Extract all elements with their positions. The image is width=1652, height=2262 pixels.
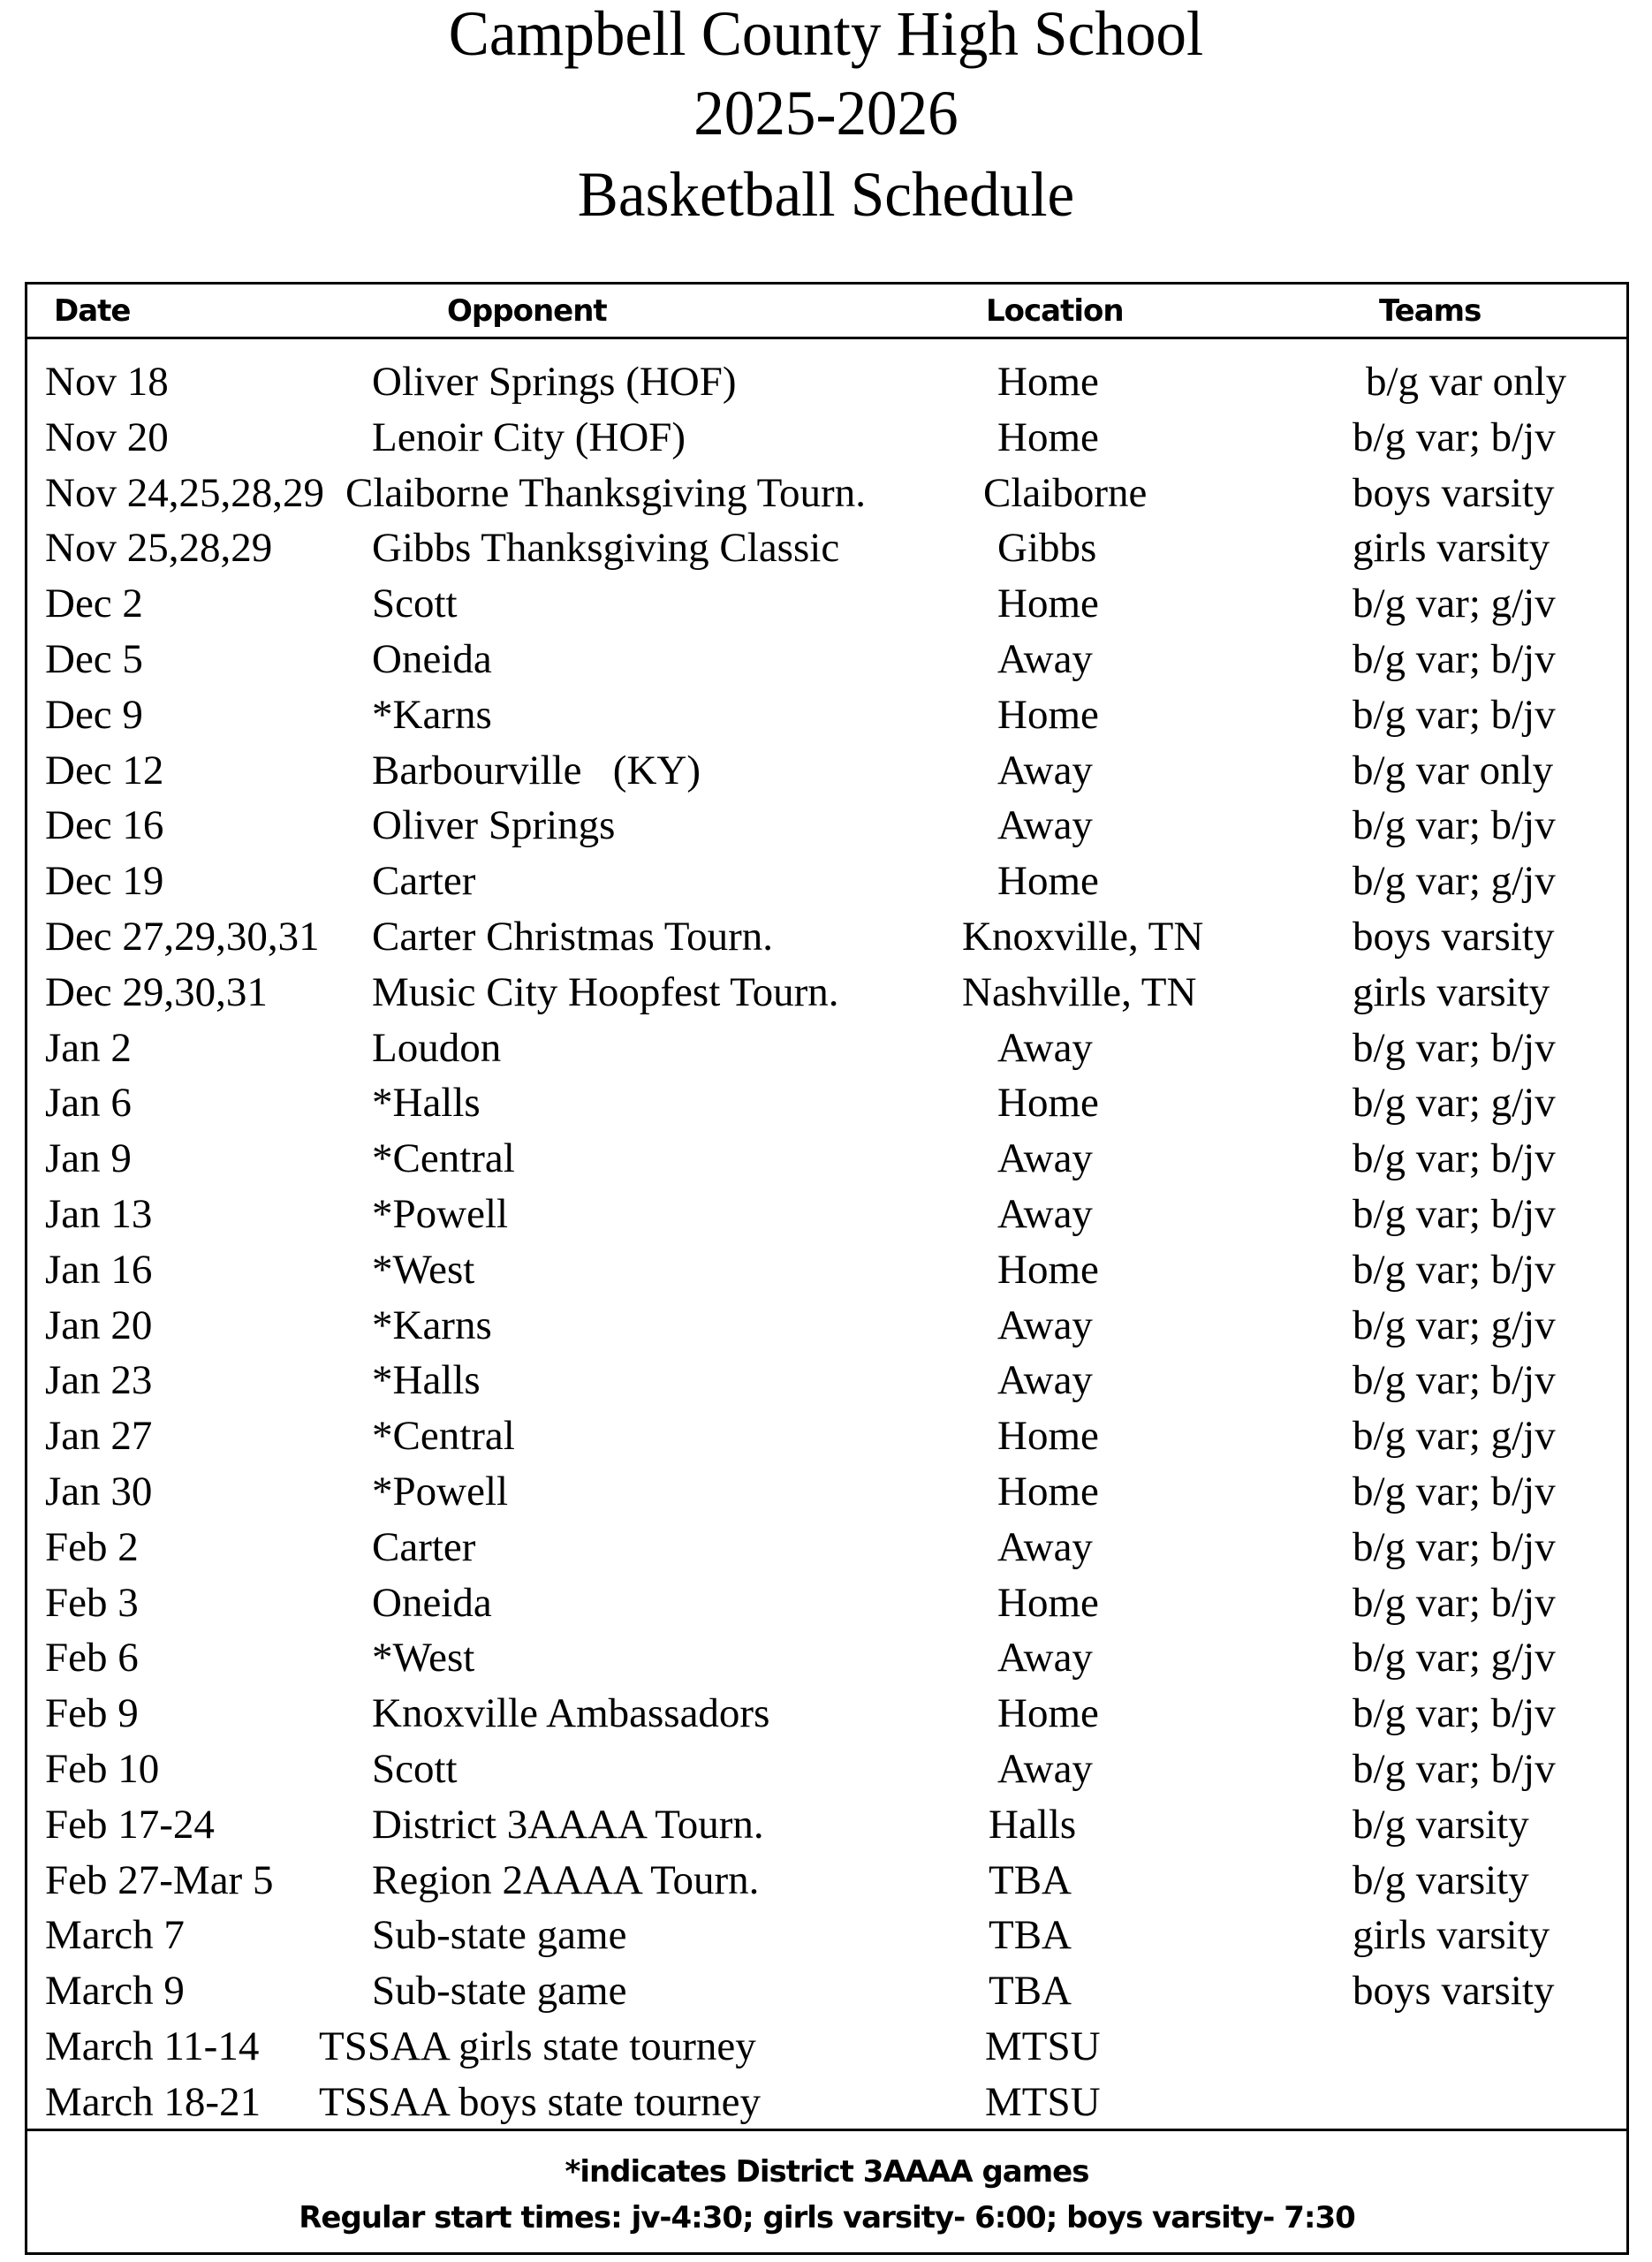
- location-cell: Away: [997, 747, 1093, 793]
- date-cell: March 9: [45, 1968, 185, 2015]
- teams-cell: girls varsity: [1353, 968, 1550, 1015]
- teams-cell: b/g var; b/jv: [1353, 1357, 1556, 1404]
- opponent-cell: *Karns: [372, 691, 492, 738]
- teams-cell: b/g var; b/jv: [1353, 802, 1556, 849]
- location-cell: Home: [997, 1690, 1099, 1737]
- table-row: [27, 1021, 1626, 1076]
- district-games-note: *indicates District 3AAAA games: [565, 2154, 1089, 2190]
- table-row: [27, 2019, 1626, 2075]
- teams-cell: b/g varsity: [1353, 1856, 1529, 1903]
- schedule-subtitle: Basketball Schedule: [577, 159, 1075, 230]
- date-cell: Dec 2: [45, 581, 143, 627]
- date-cell: Feb 9: [45, 1690, 139, 1737]
- teams-cell: b/g var only: [1353, 747, 1554, 793]
- location-cell: Away: [997, 1024, 1093, 1071]
- teams-cell: b/g var; b/jv: [1353, 414, 1556, 460]
- opponent-cell: Gibbs Thanksgiving Classic: [372, 525, 840, 572]
- date-cell: Dec 5: [45, 635, 143, 682]
- location-cell: Home: [997, 1468, 1099, 1514]
- location-cell: TBA: [989, 1968, 1072, 2015]
- header-date: Date: [54, 293, 131, 329]
- date-cell: Jan 9: [45, 1135, 132, 1182]
- table-row: [27, 1242, 1626, 1298]
- date-cell: Jan 20: [45, 1302, 153, 1348]
- location-cell: Halls: [989, 1801, 1077, 1848]
- date-cell: Jan 13: [45, 1190, 153, 1237]
- location-cell: TBA: [989, 1856, 1072, 1903]
- opponent-cell: Carter: [372, 1523, 476, 1570]
- teams-cell: girls varsity: [1353, 525, 1550, 572]
- location-cell: Away: [997, 1135, 1093, 1182]
- opponent-cell: *Halls: [372, 1080, 481, 1127]
- date-cell: Jan 23: [45, 1357, 153, 1404]
- location-cell: Away: [997, 1302, 1093, 1348]
- opponent-cell: Oliver Springs (HOF): [372, 359, 737, 405]
- teams-cell: b/g var; b/jv: [1353, 1579, 1556, 1626]
- opponent-cell: Carter: [372, 858, 476, 905]
- table-row: [27, 1797, 1626, 1853]
- table-row: [27, 798, 1626, 854]
- table-row: [27, 354, 1626, 410]
- teams-cell: boys varsity: [1353, 1968, 1555, 2015]
- table-row: [27, 965, 1626, 1021]
- teams-cell: boys varsity: [1353, 913, 1555, 960]
- teams-cell: b/g var; b/jv: [1353, 1523, 1556, 1570]
- table-row: [27, 1742, 1626, 1797]
- location-cell: Claiborne: [983, 469, 1148, 516]
- location-cell: Away: [997, 1635, 1093, 1681]
- location-cell: Away: [997, 1745, 1093, 1792]
- table-row: [27, 1353, 1626, 1408]
- date-cell: March 18-21: [45, 2078, 261, 2125]
- school-name: Campbell County High School: [448, 0, 1204, 69]
- location-cell: TBA: [989, 1912, 1072, 1959]
- date-cell: Dec 27,29,30,31: [45, 913, 320, 960]
- table-row: [27, 520, 1626, 576]
- season-years: 2025-2026: [693, 78, 959, 148]
- table-row: [27, 1686, 1626, 1742]
- date-cell: Dec 29,30,31: [45, 968, 268, 1015]
- date-cell: Jan 27: [45, 1413, 153, 1460]
- teams-cell: b/g var; b/jv: [1353, 1024, 1556, 1071]
- opponent-cell: Claiborne Thanksgiving Tourn.: [345, 469, 866, 516]
- opponent-cell: Scott: [372, 581, 458, 627]
- opponent-cell: Loudon: [372, 1024, 502, 1071]
- teams-cell: girls varsity: [1353, 1912, 1550, 1959]
- table-row: [27, 410, 1626, 466]
- teams-cell: b/g var; g/jv: [1353, 1302, 1556, 1348]
- opponent-cell: *Powell: [372, 1190, 509, 1237]
- date-cell: Nov 18: [45, 359, 169, 405]
- opponent-cell: *Central: [372, 1135, 515, 1182]
- location-cell: Away: [997, 1190, 1093, 1237]
- table-row: [27, 1131, 1626, 1187]
- date-cell: Dec 16: [45, 802, 164, 849]
- location-cell: Home: [997, 1080, 1099, 1127]
- opponent-cell: *Halls: [372, 1357, 481, 1404]
- opponent-cell: Scott: [372, 1745, 458, 1792]
- opponent-cell: Oneida: [372, 1579, 492, 1626]
- location-cell: Away: [997, 1523, 1093, 1570]
- table-row: [27, 466, 1626, 521]
- table-row: [27, 1298, 1626, 1354]
- table-row: [27, 743, 1626, 799]
- location-cell: Home: [997, 414, 1099, 460]
- table-row: [27, 1630, 1626, 1686]
- date-cell: Feb 27-Mar 5: [45, 1856, 274, 1903]
- table-row: [27, 1908, 1626, 1963]
- date-cell: March 11-14: [45, 2023, 260, 2069]
- opponent-cell: TSSAA girls state tourney: [319, 2023, 756, 2069]
- date-cell: Feb 2: [45, 1523, 139, 1570]
- location-cell: MTSU: [985, 2078, 1101, 2125]
- table-row: [27, 2075, 1626, 2130]
- location-cell: Home: [997, 1413, 1099, 1460]
- location-cell: Home: [997, 858, 1099, 905]
- location-cell: Home: [997, 1579, 1099, 1626]
- table-row: [27, 632, 1626, 687]
- date-cell: Jan 30: [45, 1468, 153, 1514]
- teams-cell: b/g var; b/jv: [1353, 635, 1556, 682]
- teams-cell: b/g var; g/jv: [1353, 1080, 1556, 1127]
- teams-cell: b/g varsity: [1353, 1801, 1529, 1848]
- date-cell: Jan 6: [45, 1080, 132, 1127]
- teams-cell: b/g var; g/jv: [1353, 858, 1556, 905]
- opponent-cell: Knoxville Ambassadors: [372, 1690, 770, 1737]
- table-row: [27, 1853, 1626, 1909]
- header-opponent: Opponent: [447, 293, 607, 329]
- opponent-cell: Oliver Springs: [372, 802, 616, 849]
- opponent-cell: Music City Hoopfest Tourn.: [372, 968, 839, 1015]
- table-footer: [27, 2129, 1626, 2252]
- teams-cell: b/g var; g/jv: [1353, 581, 1556, 627]
- table-row: [27, 1464, 1626, 1520]
- date-cell: Jan 2: [45, 1024, 132, 1071]
- location-cell: Home: [997, 581, 1099, 627]
- opponent-cell: District 3AAAA Tourn.: [372, 1801, 764, 1848]
- location-cell: Away: [997, 1357, 1093, 1404]
- location-cell: Away: [997, 635, 1093, 682]
- table-row: [27, 576, 1626, 632]
- date-cell: Feb 3: [45, 1579, 139, 1626]
- start-times-note: Regular start times: jv-4:30; girls varsity- 6:00; boys varsity- 7:30: [299, 2200, 1355, 2235]
- table-row: [27, 1520, 1626, 1575]
- opponent-cell: *West: [372, 1635, 475, 1681]
- date-cell: Nov 20: [45, 414, 169, 460]
- teams-cell: b/g var; b/jv: [1353, 1135, 1556, 1182]
- opponent-cell: *West: [372, 1246, 475, 1293]
- teams-cell: b/g var; b/jv: [1353, 1468, 1556, 1514]
- location-cell: MTSU: [985, 2023, 1101, 2069]
- opponent-cell: Oneida: [372, 635, 492, 682]
- teams-cell: b/g var only: [1366, 359, 1567, 405]
- date-cell: Feb 17-24: [45, 1801, 215, 1848]
- opponent-cell: Sub-state game: [372, 1968, 627, 2015]
- opponent-cell: *Central: [372, 1413, 515, 1460]
- teams-cell: b/g var; b/jv: [1353, 1690, 1556, 1737]
- teams-cell: b/g var; b/jv: [1353, 1745, 1556, 1792]
- opponent-cell: TSSAA boys state tourney: [319, 2078, 762, 2125]
- table-header: [27, 285, 1626, 339]
- opponent-cell: Barbourville (KY): [372, 747, 701, 793]
- table-row: [27, 909, 1626, 965]
- location-cell: Gibbs: [997, 525, 1097, 572]
- teams-cell: b/g var; b/jv: [1353, 691, 1556, 738]
- opponent-cell: *Powell: [372, 1468, 509, 1514]
- date-cell: Feb 10: [45, 1745, 160, 1792]
- teams-cell: boys varsity: [1353, 469, 1555, 516]
- date-cell: Dec 12: [45, 747, 164, 793]
- table-row: [27, 1963, 1626, 2019]
- location-cell: Nashville, TN: [962, 968, 1197, 1015]
- opponent-cell: Lenoir City (HOF): [372, 414, 686, 460]
- teams-cell: b/g var; g/jv: [1353, 1635, 1556, 1681]
- opponent-cell: *Karns: [372, 1302, 492, 1348]
- location-cell: Away: [997, 802, 1093, 849]
- opponent-cell: Sub-state game: [372, 1912, 627, 1959]
- date-cell: March 7: [45, 1912, 185, 1959]
- teams-cell: b/g var; b/jv: [1353, 1190, 1556, 1237]
- date-cell: Dec 19: [45, 858, 164, 905]
- table-row: [27, 1187, 1626, 1242]
- date-cell: Feb 6: [45, 1635, 139, 1681]
- location-cell: Home: [997, 1246, 1099, 1293]
- date-cell: Nov 25,28,29: [45, 525, 273, 572]
- teams-cell: b/g var; g/jv: [1353, 1413, 1556, 1460]
- location-cell: Home: [997, 691, 1099, 738]
- table-row: [27, 687, 1626, 743]
- table-row: [27, 1075, 1626, 1131]
- table-row: [27, 854, 1626, 909]
- teams-cell: b/g var; b/jv: [1353, 1246, 1556, 1293]
- opponent-cell: Region 2AAAA Tourn.: [372, 1856, 760, 1903]
- header-location: Location: [986, 293, 1124, 329]
- location-cell: Home: [997, 359, 1099, 405]
- opponent-cell: Carter Christmas Tourn.: [372, 913, 774, 960]
- date-cell: Jan 16: [45, 1246, 153, 1293]
- location-cell: Knoxville, TN: [962, 913, 1204, 960]
- table-row: [27, 1575, 1626, 1631]
- table-body: [27, 354, 1626, 2130]
- table-row: [27, 1408, 1626, 1464]
- header-teams: Teams: [1379, 293, 1481, 329]
- schedule-table: [25, 282, 1629, 2255]
- date-cell: Nov 24,25,28,29: [45, 469, 324, 516]
- date-cell: Dec 9: [45, 691, 143, 738]
